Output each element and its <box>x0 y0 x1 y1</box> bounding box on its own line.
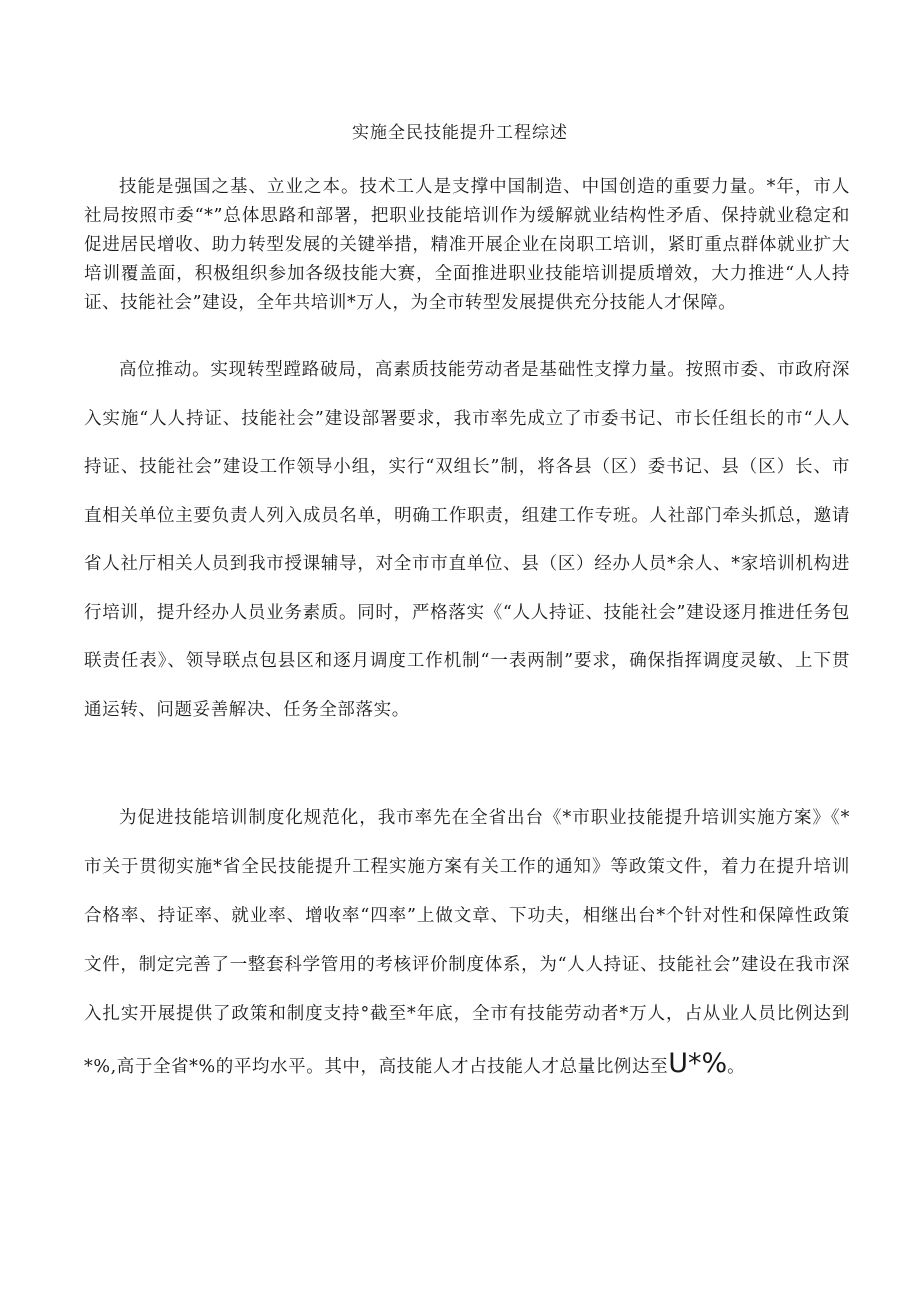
paragraph-high-level-promotion: 高位推动。实现转型蹚路破局，高素质技能劳动者是基础性支撑力量。按照市委、市政府深入实施“人人持证、技能社会”建设部署要求，我市率先成立了市委书记、市长任组长的市“人人持证、技能社会”建设工作领导小组，实行“双组长”制，将各县（区）委书记、县（区）长、市直相关单位主要负责人列入成员名单，明确工作职责，组建工作专班。人社部门牵头抓总，邀请省人社厅相关人员到我市授课辅导，对全市市直单位、县（区）经办人员*余人、*家培训机构进行培训，提升经办人员业务素质。同时，严格落实《“人人持证、技能社会”建设逐月推进任务包联责任表》、领导联点包县区和逐月调度工作机制“一表两制”要求，确保指挥调度灵敏、上下贯通运转、问题妥善解决、任务全部落实。 <box>84 360 850 720</box>
final-punctuation: 。 <box>727 1057 746 1077</box>
final-ratio-value: U*% <box>668 1048 728 1079</box>
paragraph-intro: 技能是强国之基、立业之本。技术工人是支撑中国制造、中国创造的重要力量。*年，市人社局按照市委“*”总体思路和部署，把职业技能培训作为缓解就业结构性矛盾、保持就业稳定和促进居民增收、助力转型发展的关键举措，精准开展企业在岗职工培训，紧盯重点群体就业扩大培训覆盖面，积极组织参加各级技能大赛，全面推进职业技能培训提质增效，大力推进“人人持证、技能社会”建设，全年共培训*万人，为全市转型发展提供充分技能人才保障。 <box>84 177 850 313</box>
paragraph-body-text: 为促进技能培训制度化规范化，我市率先在全省出台《*市职业技能提升培训实施方案》《*市关于贯彻实施*省全民技能提升工程实施方案有关工作的通知》等政策文件，着力在提升培训合格率、持证率、就业率、增收率“四率”上做文章、下功夫，相继出台*个针对性和保障性政策文件，制定完善了一整套科学管用的考核评价制度体系，为“人人持证、技能社会”建设在我市深入扎实开展提供了政策和制度支持°截至*年底，全市有技能劳动者*万人，占从业人员比例达到*%,高于全省*%的平均水平。其中，高技能人才占技能人才总量比例达至 <box>84 808 850 1077</box>
paragraph-institutionalization <box>84 794 850 1092</box>
document-title: 实施全民技能提升工程综述 <box>352 123 568 143</box>
